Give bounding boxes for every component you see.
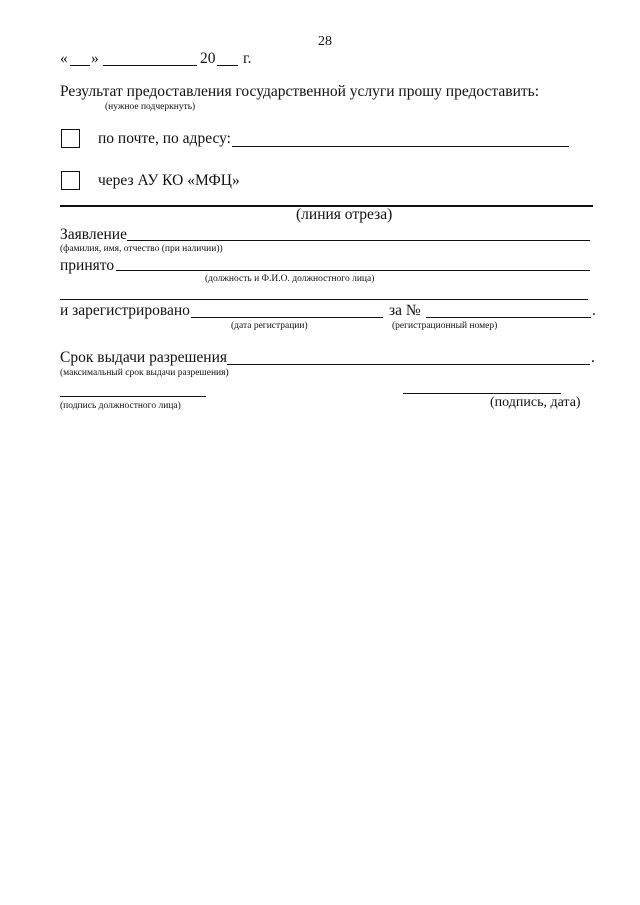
registration-number-blank[interactable] [426, 317, 591, 318]
mfc-checkbox[interactable] [61, 171, 80, 190]
registration-date-blank[interactable] [191, 317, 383, 318]
registration-date-hint: (дата регистрации) [231, 321, 308, 331]
registered-end-dot: . [592, 302, 596, 319]
issue-term-hint: (максимальный срок выдачи разрешения) [60, 368, 229, 378]
registration-number-label: за № [389, 302, 421, 319]
year-prefix: 20 [200, 50, 216, 67]
mfc-option-label: через АУ КО «МФЦ» [98, 172, 240, 189]
year-blank[interactable] [217, 65, 238, 66]
applicant-signature-blank[interactable] [403, 393, 561, 394]
registration-number-hint: (регистрационный номер) [392, 321, 498, 331]
address-blank[interactable] [232, 146, 569, 147]
accepted-hint: (должность и Ф.И.О. должностного лица) [205, 274, 375, 284]
registered-label: и зарегистрировано [60, 302, 190, 319]
page-number: 28 [318, 34, 332, 49]
date-quote-close: » [91, 50, 99, 67]
date-quote-open: « [60, 50, 68, 67]
day-blank[interactable] [70, 65, 90, 66]
result-hint: (нужное подчеркнуть) [105, 102, 196, 112]
issue-term-blank[interactable] [227, 364, 590, 365]
accepted-official-blank[interactable] [116, 270, 590, 271]
accepted-continuation-blank[interactable] [60, 299, 588, 300]
mail-checkbox[interactable] [61, 129, 80, 148]
month-blank[interactable] [103, 65, 197, 66]
mail-option-label: по почте, по адресу: [98, 130, 231, 147]
applicant-signature-hint: (подпись, дата) [490, 395, 581, 410]
issue-term-end-dot: . [591, 349, 595, 366]
cut-line-label: (линия отреза) [296, 206, 393, 223]
statement-hint: (фамилия, имя, отчество (при наличии)) [60, 244, 223, 254]
statement-name-blank[interactable] [127, 240, 590, 241]
accepted-label: принято [60, 257, 115, 274]
result-heading: Результат предоставления государственной услуги прошу предоставить: [60, 83, 540, 100]
year-suffix: г. [243, 50, 252, 67]
issue-term-label: Срок выдачи разрешения [60, 349, 228, 366]
official-signature-blank[interactable] [60, 396, 206, 397]
statement-label: Заявление [60, 226, 127, 243]
official-signature-hint: (подпись должностного лица) [60, 401, 181, 411]
